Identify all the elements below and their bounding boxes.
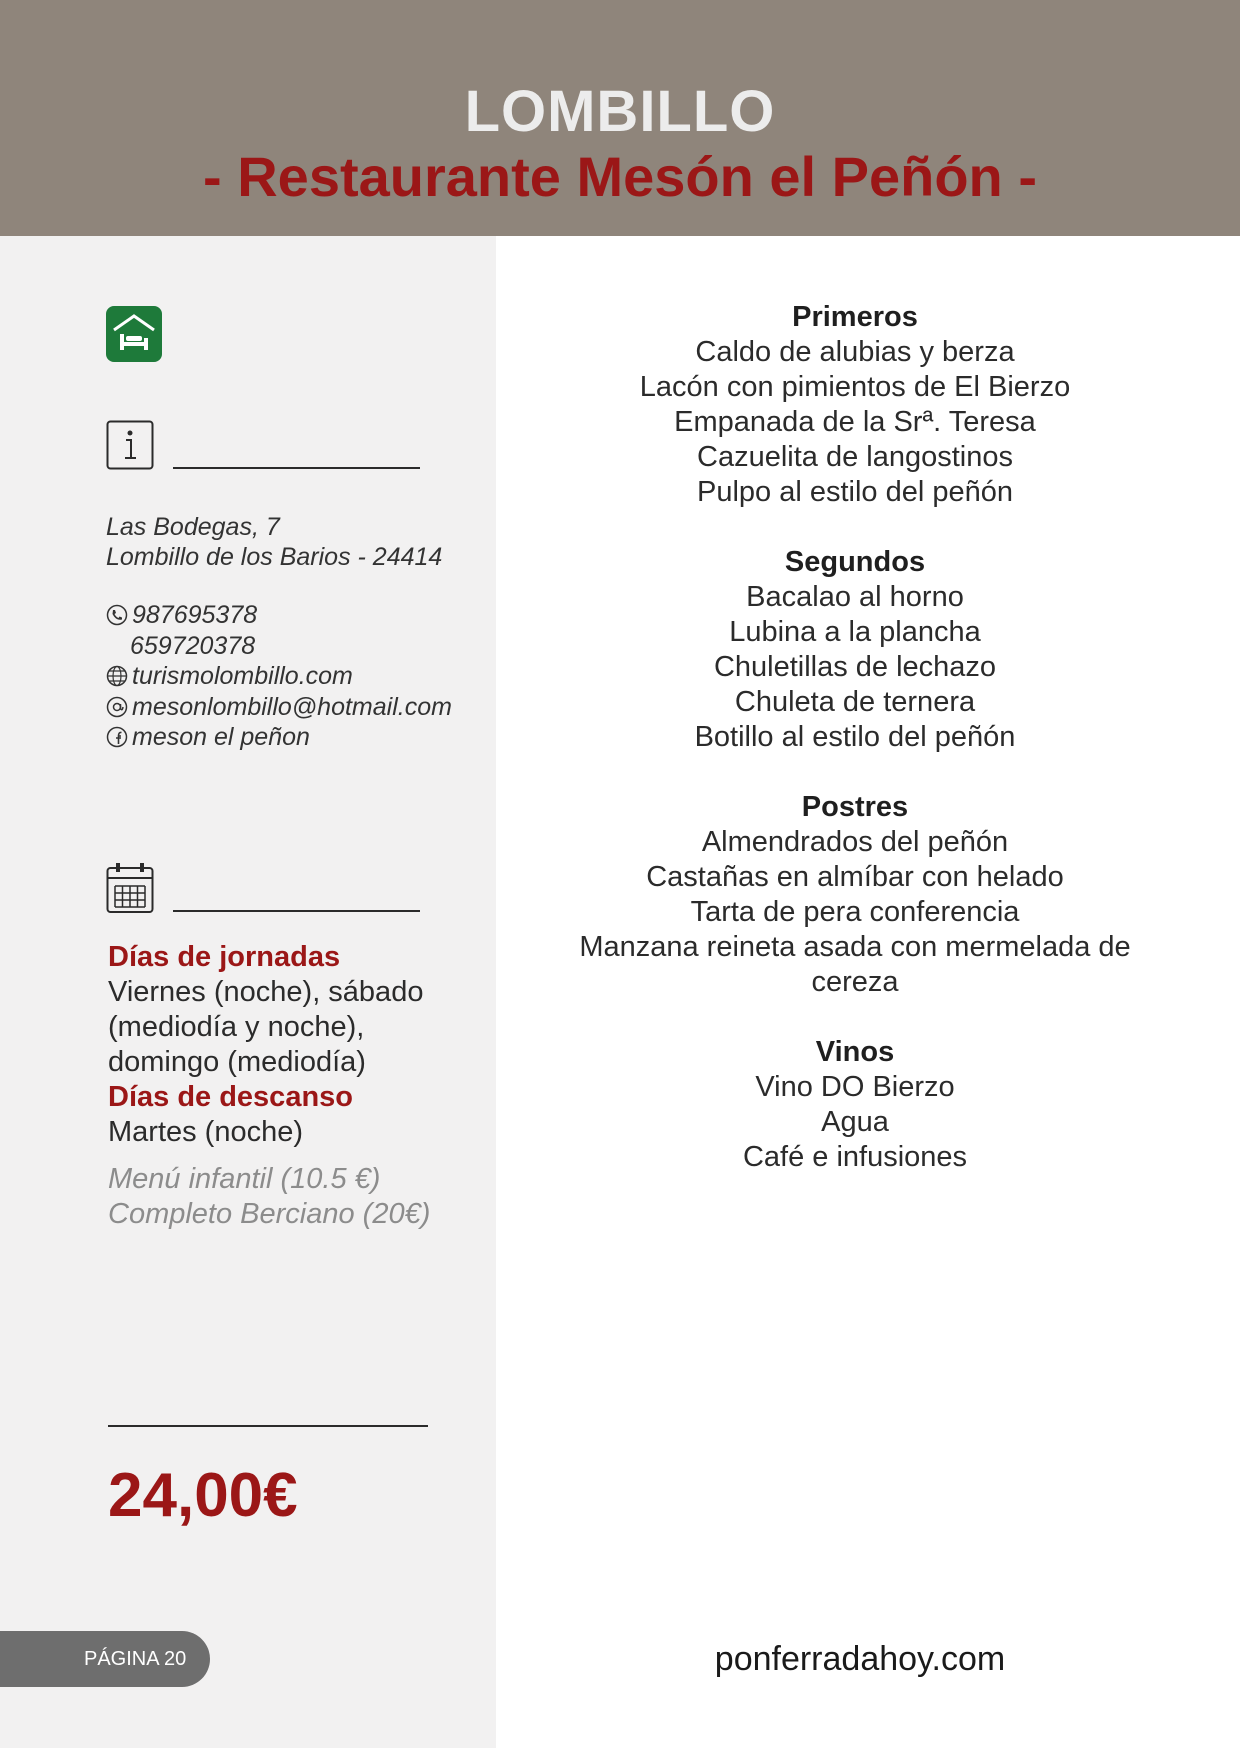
website-link[interactable]: turismolombillo.com (132, 662, 353, 690)
menu-item: Lacón con pimientos de El Bierzo (639, 371, 1071, 403)
info-divider (173, 467, 420, 469)
phone-row (106, 600, 452, 631)
footer-website[interactable]: ponferradahoy.com (714, 1640, 1006, 1678)
phone-2[interactable]: 659720378 (130, 631, 256, 660)
menu-section (555, 1035, 1155, 1175)
header-banner (0, 0, 1240, 236)
phone-1[interactable]: 987695378 (132, 601, 258, 629)
berciano-note: Completo Berciano (20€) (108, 1198, 431, 1230)
at-sign-icon (106, 696, 128, 718)
menu-section-title: Segundos (784, 546, 926, 578)
menu-item: Castañas en almíbar con helado (646, 861, 1064, 893)
menu-item: Empanada de la Srª. Teresa (674, 406, 1036, 438)
facebook-icon (106, 726, 128, 748)
service-days-text: Viernes (noche), sábado (mediodía y noche), domingo (mediodía) (108, 976, 424, 1078)
price-divider (108, 1425, 428, 1427)
email-row (106, 692, 452, 723)
menu-item: Caldo de alubias y berza (695, 336, 1015, 368)
calendar-icon (106, 862, 154, 914)
menu-section (555, 300, 1155, 510)
bed-house-icon (106, 306, 162, 362)
page-number-badge: PÁGINA 20 (0, 1631, 210, 1687)
rest-days-text: Martes (noche) (108, 1116, 304, 1148)
menu-item: Bacalao al horno (746, 581, 964, 613)
contact-list (106, 600, 452, 753)
menu-notes (108, 1162, 430, 1232)
address-line-2: Lombillo de los Barios - 24414 (106, 543, 443, 571)
menu-item: Manzana reineta asada con mermelada de cereza (579, 931, 1131, 998)
web-row (106, 661, 452, 692)
info-icon (106, 420, 154, 470)
menu-item: Agua (821, 1106, 889, 1138)
menu-item: Chuleta de ternera (734, 686, 976, 718)
menu-item: Pulpo al estilo del peñón (696, 476, 1013, 508)
menu-item: Café e infusiones (742, 1141, 968, 1173)
menu-section (555, 545, 1155, 755)
menu-list (555, 300, 1155, 1210)
menu-section (555, 790, 1155, 1000)
town-title: LOMBILLO (464, 79, 776, 144)
address-line-1: Las Bodegas, 7 (106, 513, 280, 541)
service-days-label: Días de jornadas (108, 941, 341, 973)
rest-days-label: Días de descanso (108, 1081, 353, 1113)
email-link[interactable]: mesonlombillo@hotmail.com (132, 692, 452, 721)
phone-icon (106, 604, 128, 626)
menu-item: Botillo al estilo del peñón (694, 721, 1016, 753)
schedule-divider (173, 910, 420, 912)
facebook-row (106, 722, 452, 753)
menu-item: Chuletillas de lechazo (713, 651, 997, 683)
menu-item: Almendrados del peñón (701, 826, 1009, 858)
globe-icon (106, 665, 128, 687)
menu-section-title: Postres (801, 791, 909, 823)
menu-item: Cazuelita de langostinos (697, 441, 1013, 473)
schedule (108, 940, 438, 1150)
menu-price: 24,00€ (108, 1461, 298, 1530)
menu-section-title: Primeros (792, 301, 918, 333)
restaurant-title: - Restaurante Mesón el Peñón - (203, 145, 1037, 208)
address (106, 512, 442, 572)
menu-section-title: Vinos (815, 1036, 895, 1068)
menu-item: Tarta de pera conferencia (690, 896, 1020, 928)
kids-menu-note: Menú infantil (10.5 €) (108, 1163, 381, 1195)
facebook-link[interactable]: meson el peñon (132, 723, 310, 751)
menu-item: Lubina a la plancha (729, 616, 981, 648)
menu-item: Vino DO Bierzo (755, 1071, 955, 1103)
